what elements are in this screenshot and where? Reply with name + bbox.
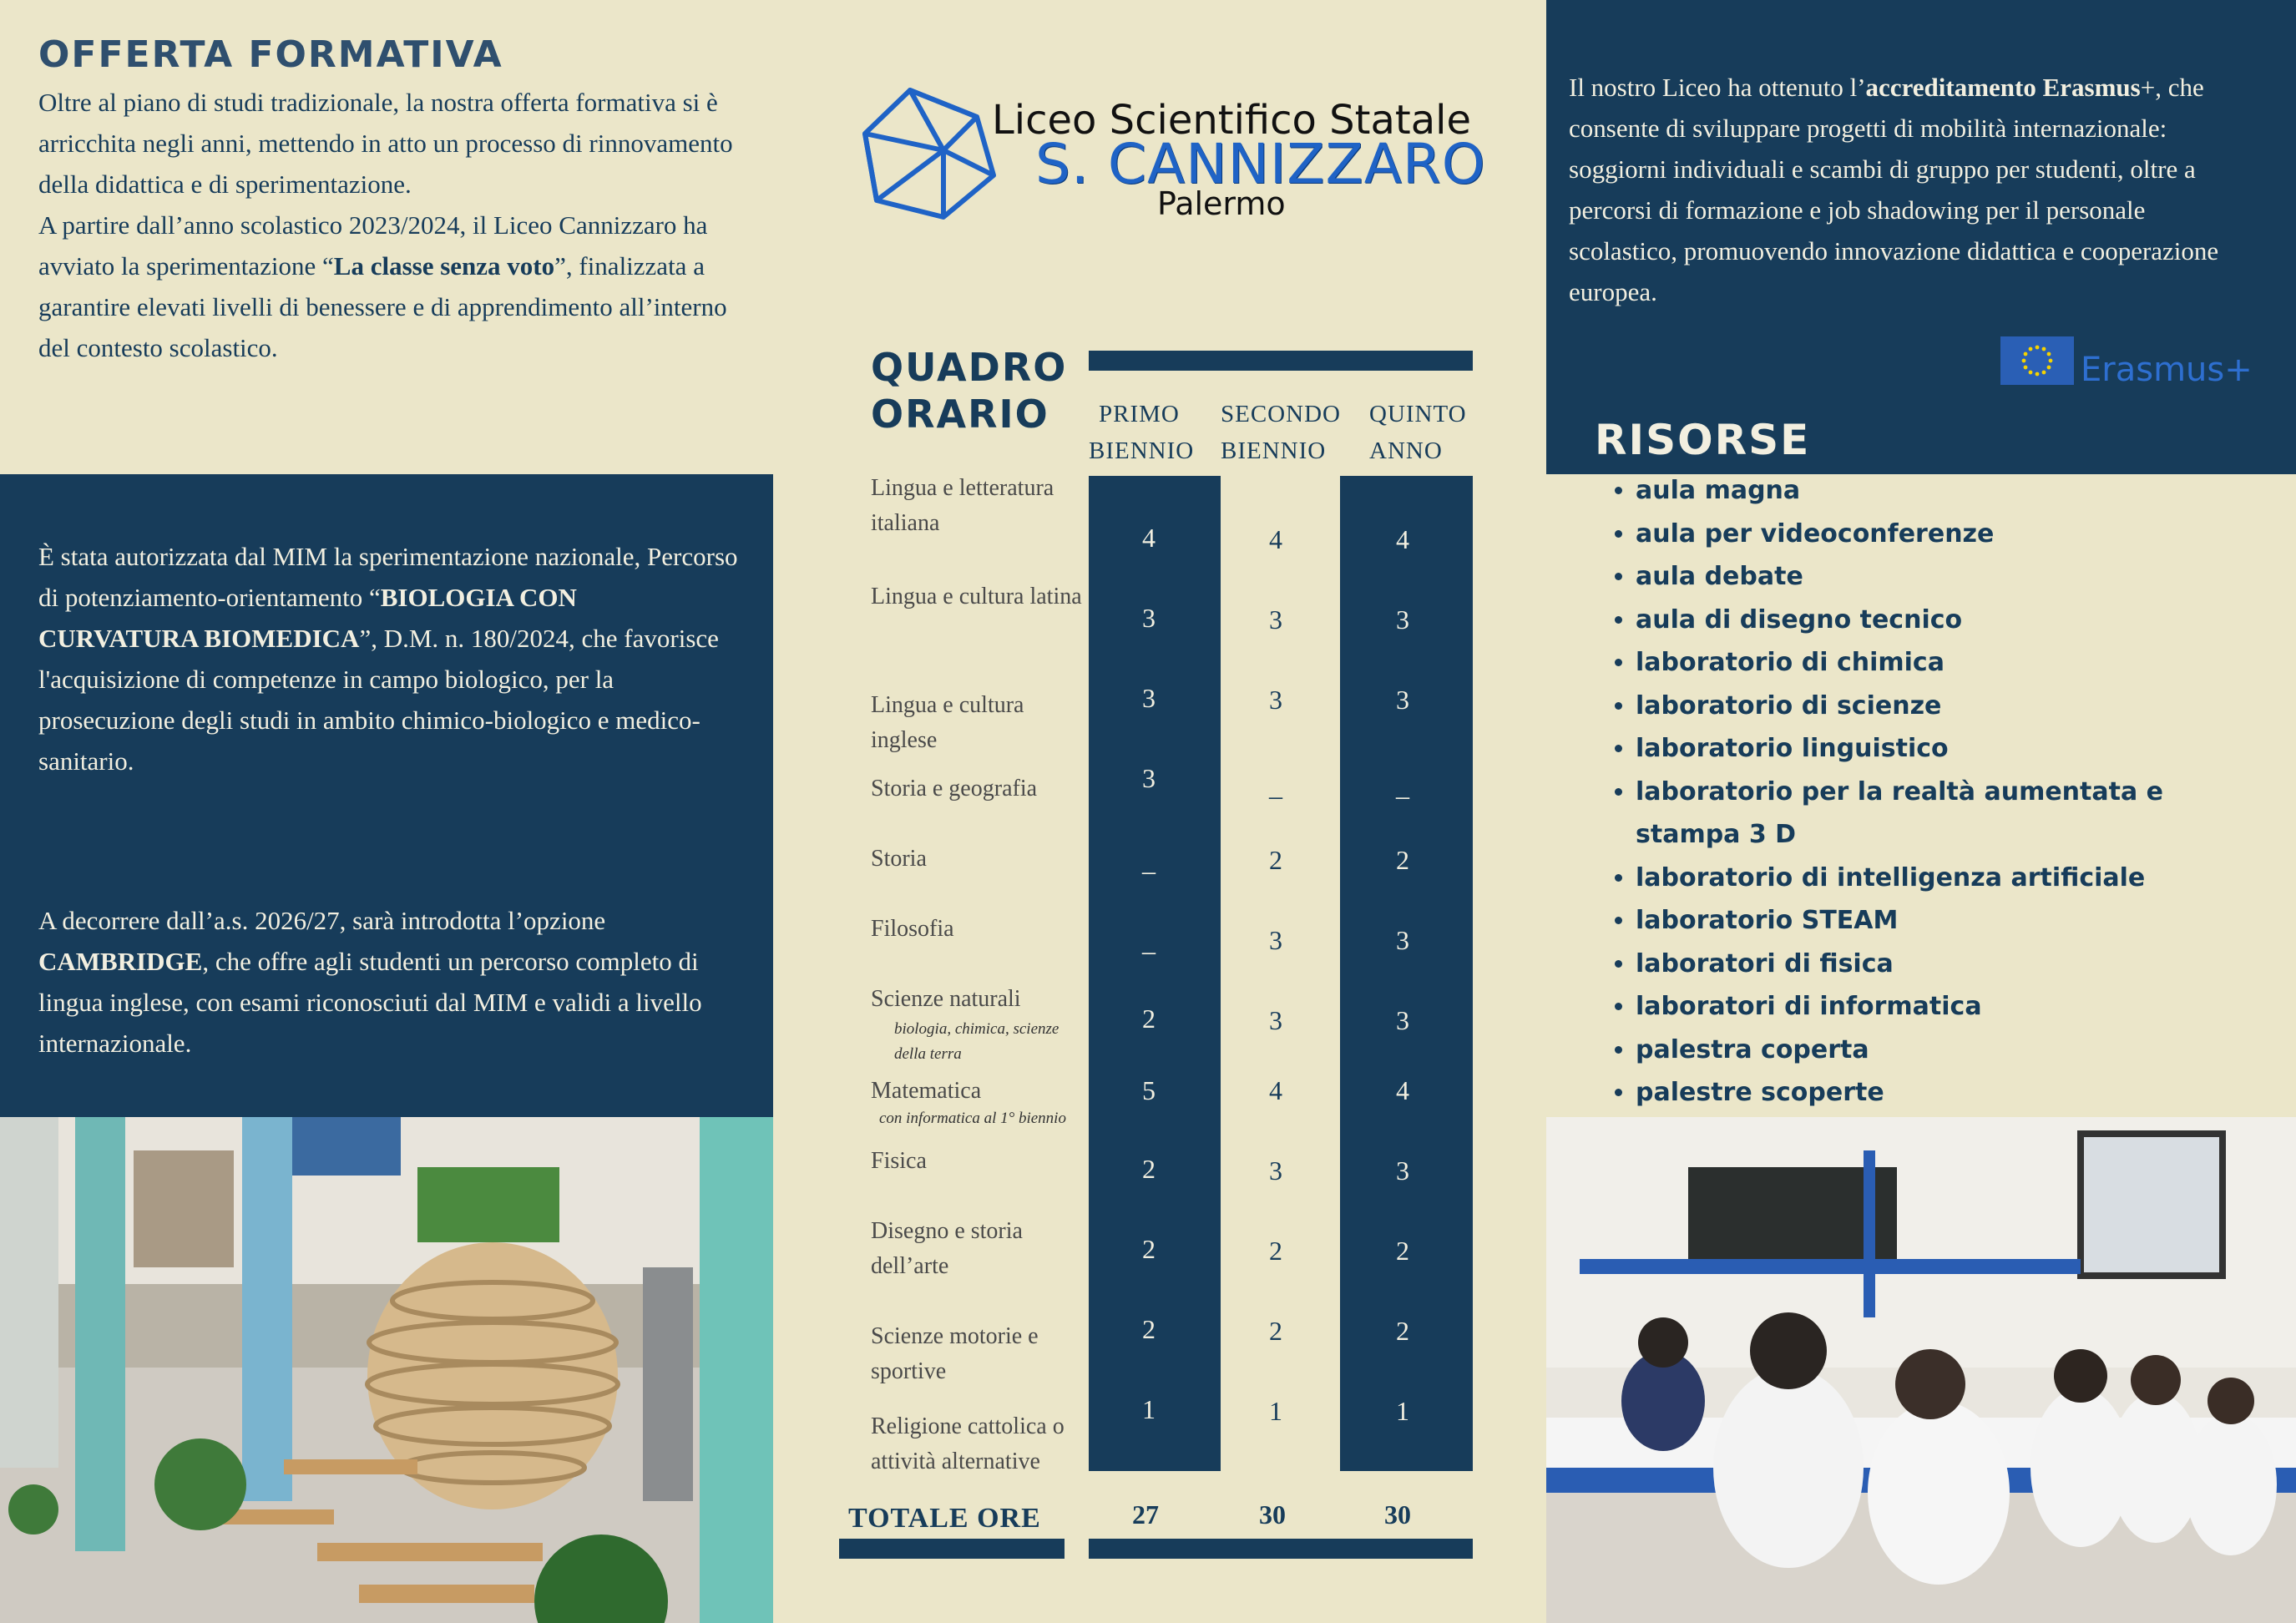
hours-primo: _ — [1142, 927, 1156, 957]
hours-secondo: 3 — [1269, 1155, 1282, 1186]
offerta-p2-bold: La classe senza voto — [333, 251, 555, 281]
subject-storia-geografia — [871, 771, 1088, 806]
subject-storia — [871, 842, 1088, 877]
subject-scienze-motorie — [871, 1319, 1088, 1389]
hours-secondo: 2 — [1269, 1316, 1282, 1346]
quadro-title-line2: ORARIO — [871, 392, 1049, 437]
hours-quinto: 2 — [1396, 845, 1409, 875]
total-primo: 27 — [1132, 1499, 1159, 1529]
hours-secondo: _ — [1269, 771, 1282, 801]
hours-primo: 2 — [1142, 1154, 1156, 1184]
subject-inglese — [871, 688, 1088, 758]
table-top-bar — [1089, 351, 1473, 371]
col1-line1: PRIMO — [1099, 401, 1180, 427]
atrium-photo — [0, 1117, 773, 1623]
list-item: • laboratori di fisica — [1636, 943, 2258, 986]
hours-quinto: 2 — [1396, 1316, 1409, 1346]
erasmus-text — [1569, 67, 2245, 312]
column-header-quinto-anno — [1369, 396, 1467, 469]
offerta-p2-pre: A partire dall’anno scolastico 2023/2024, il Liceo Cannizzaro ha avviato la sperimentazione “ — [38, 210, 708, 281]
logo-school-name: S. CANNIZZARO — [1035, 132, 1486, 196]
hours-primo: 1 — [1142, 1394, 1156, 1424]
list-item: • laboratorio STEAM — [1636, 899, 2258, 943]
hours-primo: 4 — [1142, 523, 1156, 553]
col3-line2: ANNO — [1369, 437, 1443, 464]
totale-ore-label: TOTALE ORE — [848, 1503, 1041, 1534]
hours-secondo: 1 — [1269, 1396, 1282, 1426]
subject-label: Lingua e cultura latina — [871, 584, 1082, 609]
offerta-title: OFFERTA FORMATIVA — [38, 33, 503, 76]
logo-city: Palermo — [1157, 185, 1286, 222]
hours-primo: 2 — [1142, 1004, 1156, 1034]
hours-quinto: 3 — [1396, 925, 1409, 955]
subject-latino — [871, 579, 1088, 614]
hours-quinto: 3 — [1396, 1155, 1409, 1186]
table-bottom-bar-right — [1089, 1539, 1473, 1559]
hours-quinto: 2 — [1396, 1236, 1409, 1266]
hours-secondo: 3 — [1269, 925, 1282, 955]
column-header-secondo-biennio — [1221, 396, 1341, 469]
subject-italiano — [871, 471, 1088, 541]
hours-secondo: 3 — [1269, 1005, 1282, 1035]
hours-quinto: 3 — [1396, 604, 1409, 635]
list-item: • aula debate — [1636, 555, 2258, 599]
subject-label: Lingua e letteratura italiana — [871, 475, 1054, 536]
subject-label: Scienze motorie e sportive — [871, 1323, 1039, 1384]
biologia-post: ”, D.M. n. 180/2024, che favorisce l'acquisizione di competenze in campo biologico, per la prosecuzione degli studi in ambito chimico-biologico e medico-sanitario. — [38, 624, 719, 776]
hours-primo: _ — [1142, 847, 1156, 877]
cambridge-bold: CAMBRIDGE — [38, 947, 203, 976]
risorse-list — [1607, 469, 2258, 1115]
hours-secondo: 3 — [1269, 604, 1282, 635]
offerta-p2-post: ”, finalizzata a garantire elevati livelli di benessere e di apprendimento all’interno del contesto scolastico. — [38, 251, 727, 362]
subject-label: Storia e geografia — [871, 776, 1038, 801]
hours-quinto: 3 — [1396, 685, 1409, 715]
subject-filosofia — [871, 912, 1088, 947]
logo-school-type: Liceo Scientifico Statale — [992, 97, 1471, 144]
hours-secondo: 4 — [1269, 524, 1282, 554]
column-header-primo-biennio — [1089, 396, 1194, 469]
table-bottom-bar-left — [839, 1539, 1065, 1559]
logo-icosahedron-icon — [860, 83, 1000, 224]
list-item: • laboratorio per la realtà aumentata e stampa 3 D — [1636, 771, 2258, 857]
total-secondo: 30 — [1259, 1499, 1286, 1529]
hours-primo: 3 — [1142, 603, 1156, 633]
subject-label: Scienze naturali — [871, 986, 1021, 1012]
total-quinto: 30 — [1384, 1499, 1411, 1529]
hours-quinto: 4 — [1396, 524, 1409, 554]
erasmus-bold: accreditamento Erasmus — [1865, 73, 2141, 102]
subject-label: Fisica — [871, 1148, 927, 1174]
hours-quinto: 4 — [1396, 1075, 1409, 1105]
list-item: • aula magna — [1636, 469, 2258, 513]
hours-quinto: 3 — [1396, 1005, 1409, 1035]
subject-matematica — [871, 1074, 1113, 1129]
subject-label: Matematica — [871, 1078, 982, 1104]
hours-primo: 3 — [1142, 683, 1156, 713]
subject-label: Lingua e cultura inglese — [871, 692, 1024, 753]
hours-primo: 3 — [1142, 763, 1156, 793]
cambridge-post: , che offre agli studenti un percorso completo di lingua inglese, con esami riconosciuti dal MIM e validi a livello internazionale. — [38, 947, 702, 1058]
offerta-p1: Oltre al piano di studi tradizionale, la nostra offerta formativa si è arricchita negli anni, mettendo in atto un processo di rinnovamento della didattica e di sperimentazione. — [38, 88, 733, 199]
hours-secondo: 4 — [1269, 1075, 1282, 1105]
subject-fisica — [871, 1144, 1088, 1179]
col3-line1: QUINTO — [1369, 401, 1467, 427]
subject-religione — [871, 1409, 1096, 1479]
cambridge-text — [38, 900, 740, 1064]
subject-label: Filosofia — [871, 916, 954, 942]
quadro-orario-title — [871, 344, 1088, 437]
biologia-text — [38, 536, 740, 781]
subject-scienze-naturali — [871, 982, 1088, 1067]
hours-quinto: 1 — [1396, 1396, 1409, 1426]
list-item: • laboratori di informatica — [1636, 985, 2258, 1029]
erasmus-pre: Il nostro Liceo ha ottenuto l’ — [1569, 73, 1866, 102]
offerta-text — [38, 82, 748, 368]
list-item: • laboratorio di chimica — [1636, 641, 2258, 685]
subject-note: con informatica al 1° biennio — [879, 1110, 1066, 1127]
subject-label: Storia — [871, 846, 927, 872]
col2-line2: BIENNIO — [1221, 437, 1327, 464]
list-item: • palestra coperta — [1636, 1029, 2258, 1072]
col2-line1: SECONDO — [1221, 401, 1341, 427]
risorse-title: RISORSE — [1595, 416, 1811, 464]
subject-label: Disegno e storia dell’arte — [871, 1218, 1023, 1279]
subject-label: Religione cattolica o attività alternative — [871, 1413, 1065, 1474]
quadro-title-line1: QUADRO — [871, 345, 1068, 390]
col1-line2: BIENNIO — [1089, 437, 1195, 464]
subject-note: biologia, chimica, scienze della terra — [894, 1020, 1059, 1063]
list-item: • laboratorio di scienze — [1636, 685, 2258, 728]
hours-secondo: 3 — [1269, 685, 1282, 715]
subject-disegno — [871, 1214, 1088, 1284]
erasmus-logo-text: Erasmus+ — [2081, 351, 2253, 389]
hours-quinto: _ — [1396, 771, 1409, 801]
list-item: • palestre scoperte — [1636, 1071, 2258, 1115]
hours-primo: 2 — [1142, 1234, 1156, 1264]
list-item: • aula per videoconferenze — [1636, 513, 2258, 556]
hours-secondo: 2 — [1269, 845, 1282, 875]
erasmus-post: +, che consente di sviluppare progetti di mobilità internazionale: soggiorni individuali e scambi di gruppo per studenti, oltre a percorsi di formazione e job shadowing per il personale scolastico, promuovendo innovazione didattica e cooperazione europea. — [1569, 73, 2219, 306]
eu-flag-icon — [2000, 336, 2074, 385]
lab-photo — [1546, 1117, 2296, 1623]
list-item: • aula di disegno tecnico — [1636, 599, 2258, 642]
biologia-bold: BIOLOGIA CON CURVATURA BIOMEDICA — [38, 583, 577, 653]
list-item: • laboratorio linguistico — [1636, 727, 2258, 771]
list-item: • laboratorio di intelligenza artificiale — [1636, 857, 2258, 900]
hours-secondo: 2 — [1269, 1236, 1282, 1266]
cambridge-pre: A decorrere dall’a.s. 2026/27, sarà introdotta l’opzione — [38, 906, 606, 935]
biologia-pre: È stata autorizzata dal MIM la sperimentazione nazionale, Percorso di potenziamento-orientamento “ — [38, 542, 738, 612]
hours-primo: 5 — [1142, 1075, 1156, 1105]
hours-primo: 2 — [1142, 1314, 1156, 1344]
